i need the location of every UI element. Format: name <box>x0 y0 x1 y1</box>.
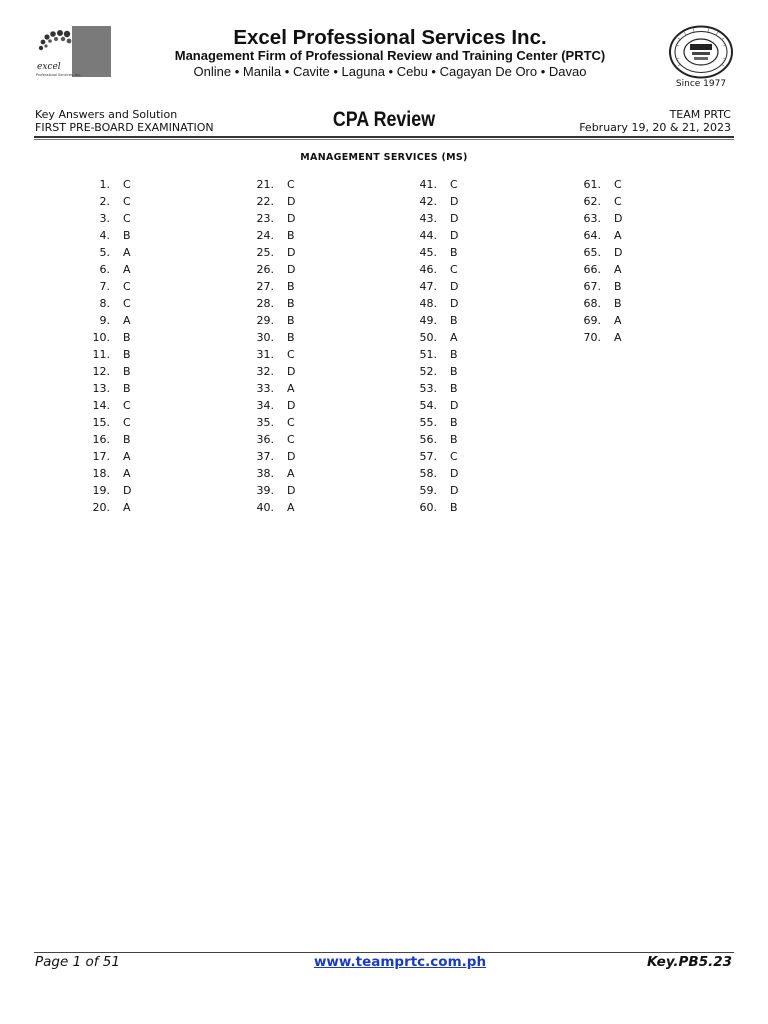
answer-row <box>565 193 634 210</box>
answer-letter: C <box>614 195 622 208</box>
answer-letter: A <box>123 501 131 514</box>
question-number: 67. <box>583 280 601 293</box>
question-number: 9. <box>99 314 110 327</box>
header-title: CPA Review <box>332 108 436 131</box>
answer-row <box>401 329 470 346</box>
answer-row <box>401 261 470 278</box>
answer-letter: A <box>287 467 295 480</box>
question-number: 30. <box>256 331 274 344</box>
question-number: 24. <box>256 229 274 242</box>
answer-column <box>401 176 470 516</box>
answer-row <box>74 363 143 380</box>
answer-row <box>74 278 143 295</box>
answer-row <box>238 397 307 414</box>
answer-row <box>238 329 307 346</box>
question-number: 70. <box>583 331 601 344</box>
answer-row <box>565 176 634 193</box>
answer-row <box>74 414 143 431</box>
answer-row <box>238 363 307 380</box>
answer-letter: C <box>123 399 131 412</box>
header-exam-name: FIRST PRE-BOARD EXAMINATION <box>35 121 214 134</box>
answer-row <box>565 278 634 295</box>
question-number: 60. <box>419 501 437 514</box>
answer-letter: D <box>123 484 132 497</box>
answer-row <box>565 329 634 346</box>
company-logo <box>33 26 111 77</box>
answer-row <box>401 465 470 482</box>
prtc-seal-icon <box>668 25 734 79</box>
document-code: Key.PB5.23 <box>646 954 732 970</box>
answer-row <box>74 329 143 346</box>
header-key-answers: Key Answers and Solution <box>35 108 178 121</box>
header-divider-thin <box>34 139 734 140</box>
answer-letter: B <box>450 246 458 259</box>
question-number: 51. <box>419 348 437 361</box>
answer-letter: D <box>614 212 623 225</box>
answer-letter: D <box>450 280 459 293</box>
question-number: 69. <box>583 314 601 327</box>
answer-letter: B <box>123 331 131 344</box>
answer-letter: C <box>287 348 295 361</box>
answer-letter: B <box>450 314 458 327</box>
question-number: 53. <box>419 382 437 395</box>
answer-letter: B <box>123 433 131 446</box>
website-link[interactable]: www.teamprtc.com.ph <box>313 954 487 970</box>
answer-letter: D <box>450 297 459 310</box>
logo-dots-icon <box>33 26 73 62</box>
company-name: Excel Professional Services Inc. <box>233 26 547 49</box>
answer-row <box>74 431 143 448</box>
answer-row <box>401 278 470 295</box>
answer-row <box>401 244 470 261</box>
answer-row <box>74 295 143 312</box>
answer-letter: D <box>450 484 459 497</box>
question-number: 46. <box>419 263 437 276</box>
question-number: 13. <box>92 382 110 395</box>
answer-letter: B <box>450 416 458 429</box>
answer-row <box>401 448 470 465</box>
answer-letter: C <box>450 178 458 191</box>
question-number: 49. <box>419 314 437 327</box>
question-number: 36. <box>256 433 274 446</box>
question-number: 38. <box>256 467 274 480</box>
answer-letter: C <box>287 178 295 191</box>
question-number: 5. <box>99 246 110 259</box>
answer-letter: C <box>123 297 131 310</box>
question-number: 16. <box>92 433 110 446</box>
question-number: 31. <box>256 348 274 361</box>
question-number: 65. <box>583 246 601 259</box>
answer-letter: D <box>287 246 296 259</box>
question-number: 7. <box>99 280 110 293</box>
question-number: 26. <box>256 263 274 276</box>
question-number: 3. <box>99 212 110 225</box>
answer-row <box>238 193 307 210</box>
answer-letter: A <box>287 501 295 514</box>
company-tagline: Management Firm of Professional Review and Training Center (PRTC) <box>174 48 606 63</box>
page-number: Page 1 of 51 <box>35 954 120 970</box>
answer-row <box>74 482 143 499</box>
answer-letter: A <box>123 450 131 463</box>
question-number: 10. <box>92 331 110 344</box>
question-number: 39. <box>256 484 274 497</box>
answer-letter: A <box>614 331 622 344</box>
answer-letter: D <box>287 450 296 463</box>
question-number: 52. <box>419 365 437 378</box>
answer-letter: D <box>450 467 459 480</box>
question-number: 32. <box>256 365 274 378</box>
question-number: 54. <box>419 399 437 412</box>
question-number: 8. <box>99 297 110 310</box>
question-number: 28. <box>256 297 274 310</box>
answer-letter: B <box>614 280 622 293</box>
answer-letter: B <box>614 297 622 310</box>
header-left <box>35 108 214 134</box>
question-number: 55. <box>419 416 437 429</box>
answer-row <box>74 499 143 516</box>
question-number: 62. <box>583 195 601 208</box>
answer-row <box>74 193 143 210</box>
question-number: 29. <box>256 314 274 327</box>
answer-letter: A <box>614 263 622 276</box>
answer-letter: B <box>450 348 458 361</box>
logo-brand-subtext: Professional Services, Inc. <box>36 73 82 77</box>
answer-row <box>238 431 307 448</box>
answer-letter: A <box>123 314 131 327</box>
answer-row <box>401 295 470 312</box>
question-number: 33. <box>256 382 274 395</box>
question-number: 68. <box>583 297 601 310</box>
answer-row <box>74 465 143 482</box>
answer-column <box>74 176 143 516</box>
answer-letter: C <box>287 433 295 446</box>
answer-letter: B <box>450 433 458 446</box>
answer-letter: C <box>450 450 458 463</box>
answer-row <box>401 346 470 363</box>
answer-letter: B <box>287 229 295 242</box>
question-number: 12. <box>92 365 110 378</box>
answer-letter: D <box>287 212 296 225</box>
answer-letter: C <box>287 416 295 429</box>
question-number: 59. <box>419 484 437 497</box>
answer-letter: A <box>450 331 458 344</box>
question-number: 63. <box>583 212 601 225</box>
answer-letter: D <box>287 195 296 208</box>
answer-column <box>238 176 307 516</box>
question-number: 64. <box>583 229 601 242</box>
answer-letter: C <box>123 212 131 225</box>
answer-letter: B <box>450 382 458 395</box>
header-right <box>579 108 731 134</box>
answer-row <box>238 176 307 193</box>
answer-row <box>565 227 634 244</box>
answer-letter: B <box>123 229 131 242</box>
answer-letter: B <box>450 501 458 514</box>
answer-letter: A <box>614 314 622 327</box>
question-number: 6. <box>99 263 110 276</box>
answer-row <box>565 210 634 227</box>
answer-row <box>401 312 470 329</box>
answer-letter: C <box>450 263 458 276</box>
question-number: 66. <box>583 263 601 276</box>
answer-letter: C <box>123 178 131 191</box>
answer-column <box>565 176 634 346</box>
answer-row <box>238 482 307 499</box>
answer-row <box>401 193 470 210</box>
answer-row <box>74 346 143 363</box>
answer-row <box>74 176 143 193</box>
question-number: 21. <box>256 178 274 191</box>
answer-row <box>238 244 307 261</box>
answer-letter: B <box>450 365 458 378</box>
question-number: 2. <box>99 195 110 208</box>
answer-row <box>401 482 470 499</box>
answer-row <box>401 210 470 227</box>
answer-letter: C <box>123 416 131 429</box>
question-number: 18. <box>92 467 110 480</box>
answer-row <box>401 397 470 414</box>
question-number: 41. <box>419 178 437 191</box>
section-title: MANAGEMENT SERVICES (MS) <box>300 152 468 163</box>
question-number: 44. <box>419 229 437 242</box>
answer-row <box>238 346 307 363</box>
answer-row <box>238 278 307 295</box>
question-number: 35. <box>256 416 274 429</box>
question-number: 34. <box>256 399 274 412</box>
answer-letter: B <box>287 280 295 293</box>
since-label: Since 1977 <box>675 79 727 89</box>
answer-row <box>238 414 307 431</box>
answer-letter: A <box>123 246 131 259</box>
question-number: 23. <box>256 212 274 225</box>
answer-letter: D <box>450 212 459 225</box>
answer-letter: D <box>287 365 296 378</box>
answer-row <box>401 414 470 431</box>
answer-row <box>238 312 307 329</box>
answer-letter: A <box>614 229 622 242</box>
answer-row <box>238 261 307 278</box>
header-divider <box>34 136 734 138</box>
answer-row <box>238 380 307 397</box>
answer-row <box>238 210 307 227</box>
answer-row <box>74 244 143 261</box>
footer-divider <box>34 952 734 953</box>
answer-row <box>74 210 143 227</box>
question-number: 20. <box>92 501 110 514</box>
answer-row <box>238 448 307 465</box>
question-number: 1. <box>99 178 110 191</box>
answer-letter: C <box>123 280 131 293</box>
answer-row <box>401 431 470 448</box>
answer-letter: B <box>123 348 131 361</box>
question-number: 58. <box>419 467 437 480</box>
answer-row <box>74 312 143 329</box>
question-number: 22. <box>256 195 274 208</box>
question-number: 11. <box>92 348 110 361</box>
answer-letter: A <box>123 263 131 276</box>
answer-row <box>238 499 307 516</box>
logo-brand-text: excel <box>37 62 61 72</box>
question-number: 50. <box>419 331 437 344</box>
answer-letter: C <box>614 178 622 191</box>
question-number: 37. <box>256 450 274 463</box>
answer-letter: A <box>287 382 295 395</box>
question-number: 47. <box>419 280 437 293</box>
question-number: 42. <box>419 195 437 208</box>
header-dates: February 19, 20 & 21, 2023 <box>579 121 731 134</box>
question-number: 14. <box>92 399 110 412</box>
answer-letter: B <box>123 365 131 378</box>
answer-letter: B <box>123 382 131 395</box>
answer-letter: D <box>287 484 296 497</box>
answer-row <box>74 380 143 397</box>
answer-row <box>238 465 307 482</box>
answer-letter: D <box>450 229 459 242</box>
question-number: 43. <box>419 212 437 225</box>
logo-grey-block <box>72 26 111 77</box>
answer-letter: D <box>450 195 459 208</box>
answer-row <box>565 244 634 261</box>
question-number: 48. <box>419 297 437 310</box>
answer-letter: B <box>287 297 295 310</box>
answer-letter: D <box>450 399 459 412</box>
question-number: 15. <box>92 416 110 429</box>
answer-row <box>74 397 143 414</box>
question-number: 4. <box>99 229 110 242</box>
answer-row <box>238 227 307 244</box>
header-team: TEAM PRTC <box>669 108 731 121</box>
question-number: 19. <box>92 484 110 497</box>
answer-row <box>401 363 470 380</box>
question-number: 57. <box>419 450 437 463</box>
answer-letter: D <box>287 263 296 276</box>
question-number: 27. <box>256 280 274 293</box>
answer-row <box>401 380 470 397</box>
question-number: 25. <box>256 246 274 259</box>
answer-row <box>565 295 634 312</box>
answer-row <box>401 176 470 193</box>
answer-letter: A <box>123 467 131 480</box>
answer-row <box>401 499 470 516</box>
question-number: 45. <box>419 246 437 259</box>
answer-row <box>74 261 143 278</box>
answer-letter: B <box>287 331 295 344</box>
question-number: 61. <box>583 178 601 191</box>
answer-row <box>401 227 470 244</box>
answer-row <box>565 312 634 329</box>
answer-letter: C <box>123 195 131 208</box>
answer-letter: D <box>614 246 623 259</box>
answer-row <box>565 261 634 278</box>
question-number: 56. <box>419 433 437 446</box>
answer-row <box>74 448 143 465</box>
answer-letter: B <box>287 314 295 327</box>
question-number: 17. <box>92 450 110 463</box>
company-locations: Online • Manila • Cavite • Laguna • Cebu • Cagayan De Oro • Davao <box>193 64 587 79</box>
answer-letter: D <box>287 399 296 412</box>
answer-row <box>238 295 307 312</box>
answer-row <box>74 227 143 244</box>
question-number: 40. <box>256 501 274 514</box>
